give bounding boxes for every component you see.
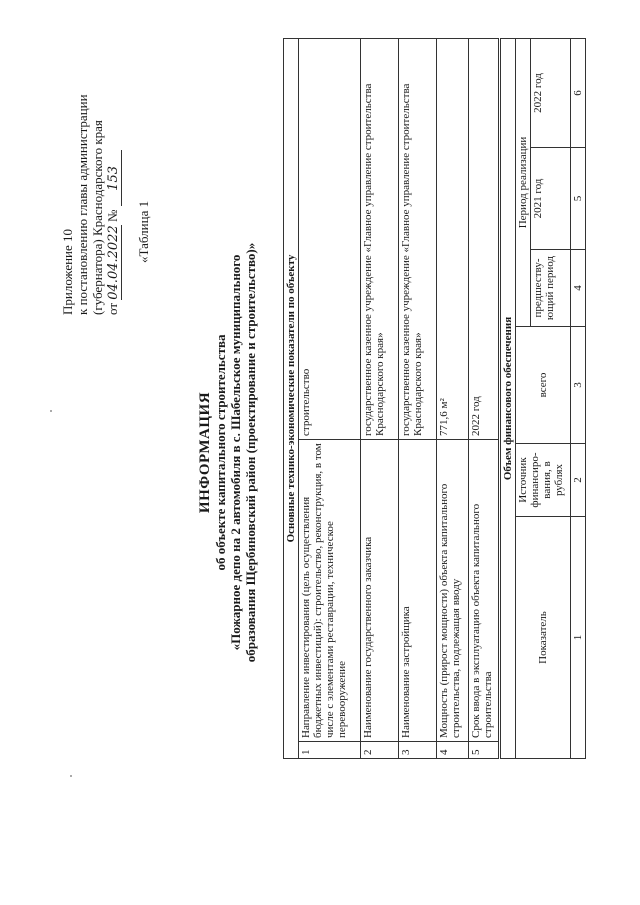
finance-header: Объем финансового обеспечения [501,39,516,759]
table-row [437,39,469,759]
number-value: 153 [106,150,122,206]
title-line-1: об объекте капитального строительства [213,334,228,571]
col-2021: 2021 год [531,148,571,250]
appendix-block [60,0,122,315]
col-2022: 2022 год [531,39,571,148]
col-number: 1 [571,517,586,759]
col-period: Период реализации [516,39,531,327]
row-value: государственное казенное учреждение «Главное управление строительства Краснодарского края» [399,39,437,440]
row-number: 5 [469,742,499,759]
row-label: Направление инвестирования (цель осуществления бюджетных инвестиций): строительство, реконструкция, в том числе с элементами реставрации, техническое перевооружение [299,440,361,742]
row-label: Срок ввода в эксплуатацию объекта капитального строительства [469,440,499,742]
row-number: 2 [361,742,399,759]
col-number: 6 [571,39,586,148]
appendix-line-2: к постановлению главы администрации [75,94,90,315]
table-row [516,39,531,759]
col-number: 3 [571,327,586,444]
col-prev: предшеству-ющий период [531,250,571,327]
row-number: 3 [399,742,437,759]
table-row [571,39,586,759]
date-prefix: от [105,302,120,315]
title-line-3: образования Щербиновский район (проектирование и строительство)» [243,242,258,663]
appendix-date-line [105,0,122,315]
table-label: «Таблица 1 [136,200,151,263]
appendix-line-1: Приложение 10 [60,228,75,315]
table-row [469,39,499,759]
col-source: Источник финансиро-вания, в рублях [516,444,571,517]
row-number: 1 [299,742,361,759]
row-value: 771,6 м² [437,39,469,440]
number-prefix: № [105,209,120,223]
table-row [399,39,437,759]
row-label: Наименование государственного заказчика [361,440,399,742]
col-number: 5 [571,148,586,250]
row-label: Наименование застройщика [399,440,437,742]
row-label: Мощность (прирост мощности) объекта капитального строительства, подлежащая вводу [437,440,469,742]
row-value: строительство [299,39,361,440]
col-total: всего [516,327,571,444]
title-heading: ИНФОРМАЦИЯ [197,391,213,514]
indicators-table [283,38,499,759]
row-value: государственное казенное учреждение «Главное управление строительства Краснодарского края» [361,39,399,440]
col-indicator: Показатель [516,517,571,759]
row-value: 2022 год [469,39,499,440]
row-number: 4 [437,742,469,759]
date-value: 04.04.2022 [106,225,121,300]
indicators-header: Основные технико-экономические показатели по объекту [284,39,299,759]
table-row [361,39,399,759]
col-number: 4 [571,250,586,327]
title-line-2: «Пожарное депо на 2 автомобиля в с. Шабельское муниципального [228,254,243,651]
appendix-line-3: (губернатора) Краснодарского края [90,120,105,315]
col-number: 2 [571,444,586,517]
finance-table [500,38,586,759]
document-title [198,0,258,905]
table-row [299,39,361,759]
